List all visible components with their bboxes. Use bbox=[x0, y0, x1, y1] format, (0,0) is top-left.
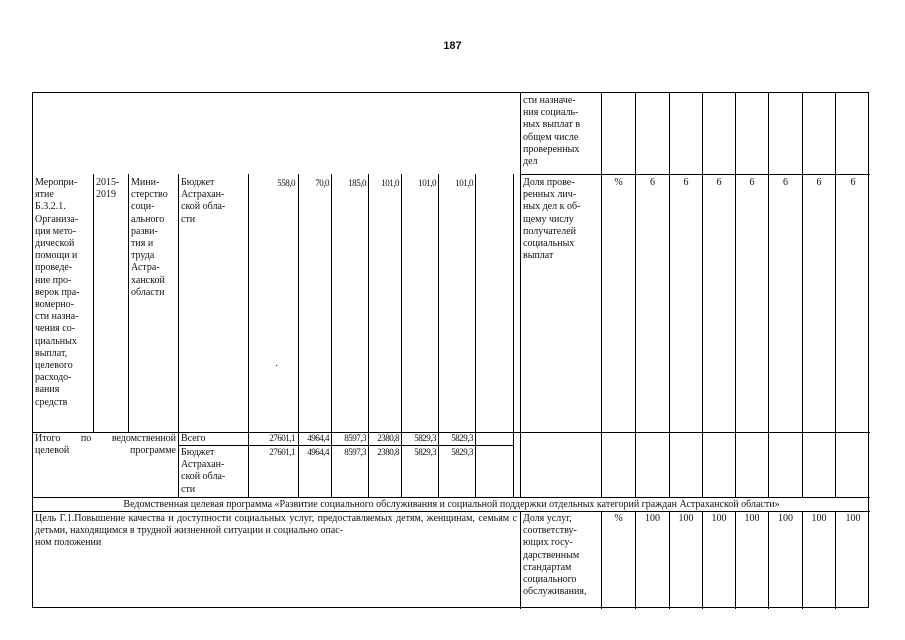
total-amount-2015: 4964,4 bbox=[307, 433, 329, 443]
total-amount-2019: 5829,3 bbox=[451, 433, 473, 443]
col-divider bbox=[128, 174, 129, 432]
event-amount-2015: 70,0 bbox=[315, 178, 329, 188]
event-indicator: Доля прове- ренных лич- ных дел к об- щему числу получателей социальных выплат bbox=[523, 177, 581, 262]
regional-amount-2015: 4964,4 bbox=[307, 447, 329, 457]
event-amount-2016: 185,0 bbox=[348, 178, 366, 188]
event-amount-total: 558,0 bbox=[277, 178, 295, 188]
col-divider bbox=[835, 93, 836, 497]
goal-target-2014: 100 bbox=[645, 513, 660, 524]
goal-target-2016: 100 bbox=[711, 513, 727, 524]
event-amount-2019: 101,0 bbox=[455, 178, 473, 188]
regional-amount-2019: 5829,3 bbox=[451, 447, 473, 457]
col-divider bbox=[93, 174, 94, 432]
col-divider bbox=[735, 93, 736, 497]
event-unit: % bbox=[614, 177, 623, 188]
col-divider bbox=[520, 511, 521, 609]
program-total-label: Итого по ведомственной целевой программе bbox=[35, 433, 176, 457]
col-divider bbox=[669, 511, 670, 609]
goal-text: Цель Г.1.Повышение качества и доступности социальных услуг, предоставляемых детям, женщинам, семьям с детьми, находящимся в трудной жизненной ситуации и социально опас- ном положении bbox=[35, 513, 517, 549]
event-name: Меропри- ятие Б.3.2.1. Организа- ция мето- дической помощи и проведе- ние про- верок пра- вомерно- сти назна- чения со- циальных выплат, целевого расходо- вания средств bbox=[35, 177, 80, 408]
total-source-all: Всего bbox=[181, 433, 206, 444]
col-divider bbox=[735, 511, 736, 609]
event-period: 2015- 2019 bbox=[96, 177, 120, 201]
indicator-continuation: сти назначе- ния социаль- ных выплат в общем числе проверенных дел bbox=[523, 95, 581, 168]
event-target-2016: 6 bbox=[716, 177, 722, 188]
goal-target-2017: 100 bbox=[744, 513, 760, 524]
col-divider bbox=[635, 93, 636, 497]
row-divider bbox=[33, 497, 870, 498]
event-amount-2017: 101,0 bbox=[381, 178, 399, 188]
budget-table bbox=[32, 92, 869, 608]
total-amount-2017: 2380,8 bbox=[377, 433, 399, 443]
event-target-2019: 6 bbox=[816, 177, 822, 188]
total-amount-2018: 5829,3 bbox=[414, 433, 436, 443]
event-target-2017: 6 bbox=[749, 177, 755, 188]
goal-target-2019: 100 bbox=[811, 513, 827, 524]
event-funding-source: Бюджет Астрахан- ской обла- сти bbox=[181, 177, 226, 225]
program-title: Ведомственная целевая программа «Развитие социального обслуживания и социальной поддержки отдельных категорий граждан Астраханской области» bbox=[123, 499, 780, 510]
col-divider bbox=[513, 174, 514, 497]
regional-amount-total: 27601,1 bbox=[269, 447, 295, 457]
event-executor: Мини- стерство соци- ального разви- тия и труда Астра- ханской области bbox=[131, 177, 168, 298]
col-divider bbox=[178, 174, 179, 497]
total-source-regional: Бюджет Астрахан- ской обла- сти bbox=[181, 447, 226, 495]
total-amount-2016: 8597,3 bbox=[344, 433, 366, 443]
event-amount-2018: 101,0 bbox=[418, 178, 436, 188]
col-divider bbox=[669, 93, 670, 497]
col-divider bbox=[702, 511, 703, 609]
goal-unit: % bbox=[614, 513, 623, 524]
event-target-2014: 6 bbox=[650, 177, 655, 188]
col-divider bbox=[768, 93, 769, 497]
goal-target-2020: 100 bbox=[845, 513, 861, 524]
col-divider bbox=[635, 511, 636, 609]
col-divider bbox=[835, 511, 836, 609]
goal-target-2018: 100 bbox=[778, 513, 793, 524]
col-divider bbox=[702, 93, 703, 497]
event-target-2020: 6 bbox=[850, 177, 856, 188]
event-target-2018: 6 bbox=[783, 177, 788, 188]
total-amount-total: 27601,1 bbox=[269, 433, 295, 443]
regional-amount-2018: 5829,3 bbox=[414, 447, 436, 457]
goal-indicator: Доля услуг, соответству- ющих госу- дарственным стандартам социального обслуживания, bbox=[523, 513, 587, 598]
scan-speck: · bbox=[275, 361, 279, 372]
col-divider bbox=[802, 93, 803, 497]
event-target-2015: 6 bbox=[683, 177, 689, 188]
col-divider bbox=[601, 511, 602, 609]
col-divider bbox=[802, 511, 803, 609]
col-divider bbox=[475, 174, 476, 497]
regional-amount-2016: 8597,3 bbox=[344, 447, 366, 457]
regional-amount-2017: 2380,8 bbox=[377, 447, 399, 457]
col-divider bbox=[601, 93, 602, 497]
col-divider bbox=[768, 511, 769, 609]
goal-target-2015: 100 bbox=[678, 513, 694, 524]
col-divider bbox=[520, 93, 521, 497]
page-number: 187 bbox=[443, 40, 462, 52]
